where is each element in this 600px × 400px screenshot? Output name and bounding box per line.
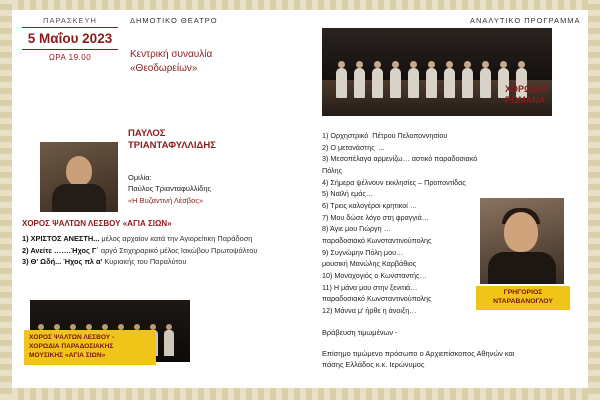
conductor-caption-line1: ΓΡΗΓΟΡΙΟΣ	[503, 289, 543, 296]
choir-romana-label	[505, 84, 547, 106]
award-line: Βράβευση τιμωμένων -	[322, 328, 398, 337]
date-block	[22, 16, 118, 62]
conductor-caption-line2: ΝΤΑΡΑΒΑΝΟΓΛΟΥ	[493, 297, 553, 305]
choir-member	[480, 68, 491, 98]
decorative-border-bottom	[0, 388, 600, 400]
lesvos-item-hymn: 2) Ανείτε …….Ήχος Γ΄	[22, 245, 99, 255]
speaker-photo	[40, 142, 118, 212]
lesvos-choir-caption	[24, 330, 156, 365]
weekday-label: ΠΑΡΑΣΚΕΥΗ	[43, 16, 97, 25]
lesvos-item-hymn: 1) ΧΡΙΣΤΟΣ ΑΝΕΣΤΗ...	[22, 234, 100, 244]
choir-member	[372, 68, 383, 98]
lesvos-item-desc: μέλος αρχαίον κατά την Αγιορείτικη Παράδοση	[99, 234, 253, 244]
speaker-name	[128, 128, 268, 152]
program-heading: ΑΝΑΛΥΤΙΚΟ ΠΡΟΓΡΑΜΜΑ	[470, 16, 581, 25]
speech-label: Ομιλία:	[128, 173, 152, 182]
program-item-subtitle: παραδοσιακό Κωνσταντινούπολης	[322, 294, 432, 304]
lesvos-item	[22, 256, 307, 267]
time-label: ΩΡΑ 19.00	[48, 53, 92, 62]
lesvos-item	[22, 245, 307, 256]
honorary-line2: πάσης Ελλάδος κ.κ. Ιερώνυμος	[322, 360, 425, 370]
choir-romana-label-line1: ΧΟΡΩΔΙΑ	[505, 84, 547, 94]
honorary-line1: Επίσημο τιμώμενο πρόσωπο ο Αρχιεπίσκοπος Αθηνών και	[322, 349, 515, 358]
program-item: 11) Η μάνα μου στην ξενιτιά…	[322, 282, 418, 292]
lesvos-item-desc: Κυριακής του Παραλύτου	[102, 257, 187, 267]
conductor-photo	[480, 198, 564, 284]
concert-title-line2: «Θεοδωρείων»	[130, 62, 198, 74]
lesvos-caption-line3: ΜΟΥΣΙΚΗΣ «ΑΓΙΑ ΣΙΩΝ»	[29, 351, 106, 359]
program-item: 6) Τρεις καλογέροι κρητικοί …	[322, 200, 418, 210]
conductor-head	[504, 212, 538, 252]
lesvos-item	[22, 233, 307, 244]
program-item: 2) Ο μετανάστης ...	[322, 142, 385, 152]
concert-title	[130, 48, 260, 75]
lesvos-caption-line2: ΧΟΡΩΔΙΑ ΠΑΡΑΔΟΣΙΑΚΗΣ	[29, 342, 114, 350]
program-item-subtitle: παραδοσιακό Κωνσταντινούπολης	[322, 235, 432, 245]
program-list	[322, 130, 482, 317]
program-item: 12) Μάννα μ' ήρθε η άνοιξη…	[322, 305, 417, 315]
date-label: 5 Μαΐου 2023	[22, 27, 118, 50]
decorative-border-right	[588, 0, 600, 400]
choir-member	[354, 68, 365, 98]
program-item: 10) Μοναχογιός ο Κωνσταντής…	[322, 270, 427, 280]
concert-title-line1: Κεντρική συναυλία	[130, 49, 213, 60]
decorative-border-top	[0, 0, 600, 10]
lesvos-item-hymn: 3) Θ' Ωδή... Ήχος πλ α'	[22, 257, 103, 267]
conductor-body	[488, 252, 556, 284]
speaker-name-line2: ΤΡΙΑΝΤΑΦΥΛΛΙΔΗΣ	[128, 139, 216, 151]
choir-romana-label-line2: ΡΩΜΑΝΑ	[505, 94, 546, 105]
lesvos-choir-title: ΧΟΡΟΣ ΨΑΛΤΩΝ ΛΕΣΒΟΥ «ΑΓΙΑ ΣΙΩΝ»	[22, 219, 172, 228]
speech-block	[128, 172, 278, 206]
speaker-head	[66, 156, 92, 186]
choir-member	[444, 68, 455, 98]
choir-member	[390, 68, 401, 98]
program-item: 1) Ορχηστρικό Πέτρου Πελοποννησίου	[322, 131, 448, 140]
lesvos-caption-line1: ΧΟΡΟΣ ΨΑΛΤΩΝ ΛΕΣΒΟΥ -	[29, 334, 115, 341]
choir-member	[408, 68, 419, 98]
speaker-name-line1: ΠΑΥΛΟΣ	[128, 128, 166, 139]
choir-member	[462, 68, 473, 98]
program-item: 4) Σήμερα ψέλνουν εκκλησίες – Προποντίδας	[322, 177, 466, 187]
program-item-subtitle: μουσική Μανώλης Καρβάθιος	[322, 259, 417, 269]
choir-member	[426, 68, 437, 98]
speaker-body	[52, 184, 106, 212]
decorative-border-left	[0, 0, 12, 400]
program-item: 8) Άγιε μου Γιώργη …	[322, 224, 391, 234]
choir-member	[164, 330, 174, 356]
program-item: 5) Ναϊλή εμάς…	[322, 189, 374, 199]
conductor-caption	[476, 286, 570, 310]
choir-member	[336, 68, 347, 98]
program-item: 9) Συγνώμην Πόλη μου…	[322, 247, 404, 257]
speech-topic: «Η Βυζαντινή Λέσβος»	[128, 195, 204, 205]
venue-label: ΔΗΜΟΤΙΚΟ ΘΕΑΤΡΟ	[130, 16, 218, 25]
honorary-guest-block	[322, 348, 572, 370]
program-item: 3) Μεσοπέλαγα αρμενίζω… αστικό παραδοσιακό Πόλης	[322, 154, 480, 175]
speech-speaker-name: Παύλος Τριανταφυλλίδης	[128, 184, 212, 194]
program-item: 7) Μου δώσε λόγο στη φραγγιά…	[322, 212, 429, 222]
lesvos-choir-block	[22, 218, 307, 268]
lesvos-item-desc: αργό Στιχηραρικό μέλος Ιακώβου Πρωτοψάλτου	[98, 245, 258, 255]
